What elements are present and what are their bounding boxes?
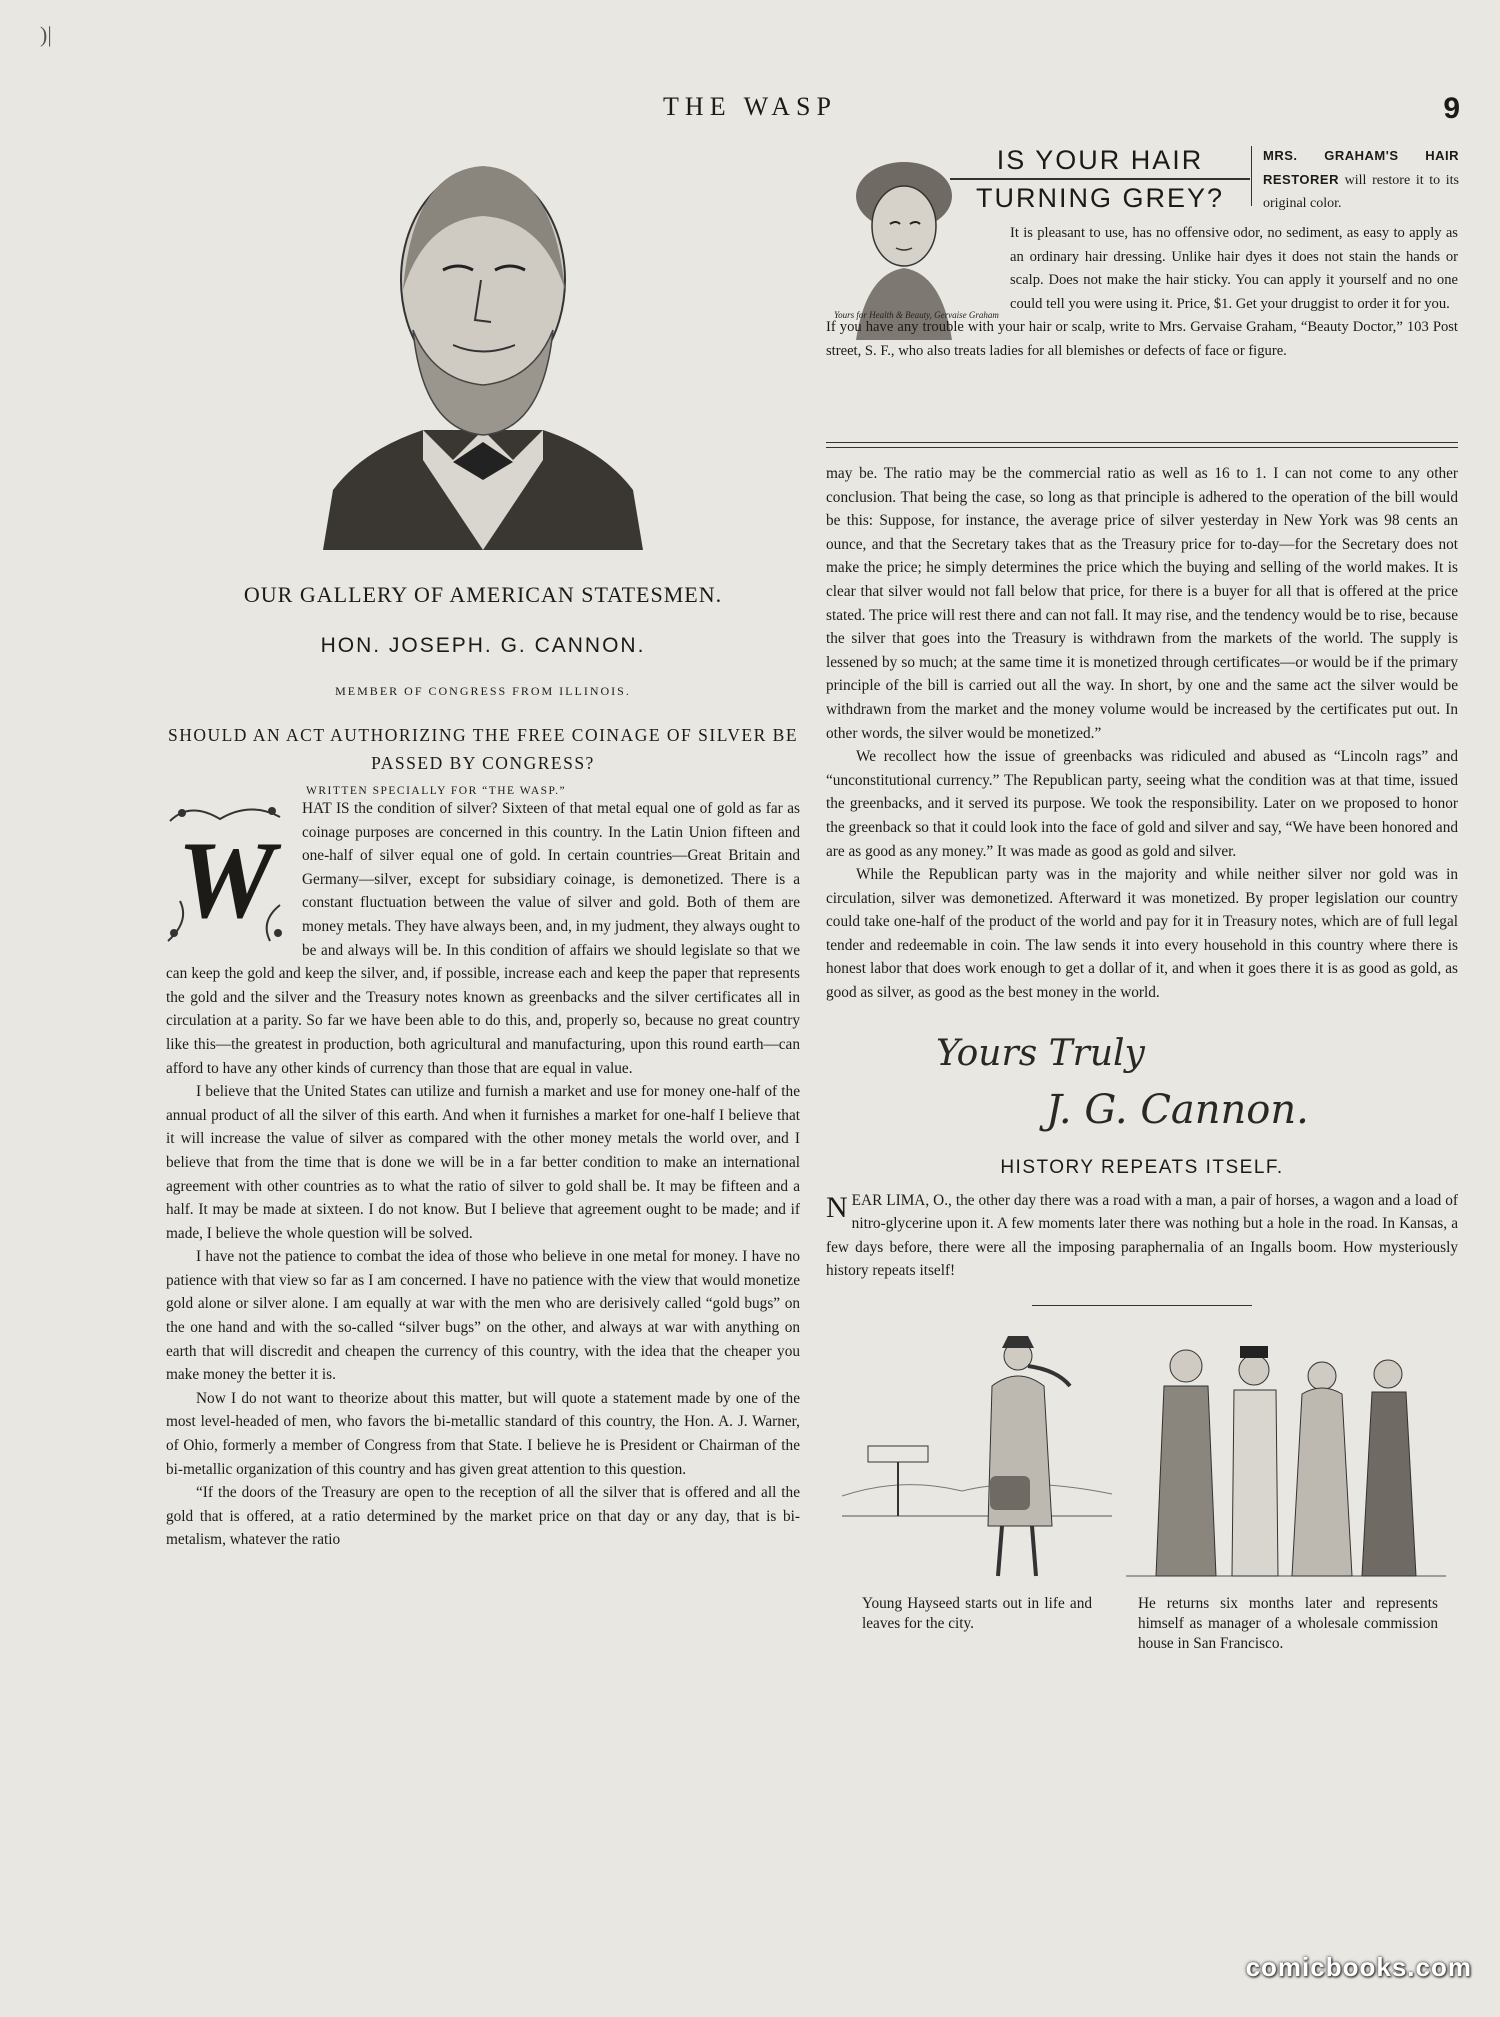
paragraph: HAT IS the condition of silver? Sixteen of that metal equal one of gold as far as coinage purposes are concerned in this country. In the Latin Union fifteen and one-half of silver equal one of gold. In certain countries—Great Britain and Germany—silver, except for subsidiary coinage, is demonetized. There is a constant fluctuation between the value of silver and gold. Both of them are money metals. They have always been, and, in my judment, they always ought to be and always will be. In this condition of affairs we should legislate so that we can keep the gold and keep the silver, and, if possible, increase each and keep the paper that represents the gold and the silver and the Treasury notes known as greenbacks and the silver certificates all in circulation at a parity. So far we have been able to do this, and, properly so, because no great country like this—the greatest in production, both agricultural and manufacturing, upon this round earth—can afford to have any other kinds of currency than those that are equal in value. bbox=[166, 800, 800, 1077]
corner-mark: )| bbox=[40, 22, 52, 47]
paragraph: We recollect how the issue of greenbacks was ridiculed and abused as “Lincoln rags” and “unconstitutional currency.” The Republican party, seeing what the condition was at that time, issued the greenbacks, and it served its purpose. We took the responsibility. Later on we proposed to honor the greenback so that it could look into the face of gold and silver and say, “We have been honored and are as good as any money.” It was made as good as gold and silver. bbox=[826, 748, 1458, 860]
ad-body bbox=[826, 222, 1458, 364]
right-column bbox=[826, 138, 1458, 1696]
watermark: comicbooks.com bbox=[1245, 1952, 1472, 1982]
gallery-title: OUR GALLERY OF AMERICAN STATESMEN. bbox=[243, 582, 723, 607]
cartoon-caption-2: He returns six months later and represents himself as manager of a wholesale commission house in San Francisco. bbox=[1138, 1595, 1438, 1653]
ad-headline bbox=[950, 142, 1250, 216]
statesman-name: HON. JOSEPH. G. CANNON. bbox=[320, 634, 646, 657]
history-copy: EAR LIMA, O., the other day there was a road with a man, a pair of horses, a wagon and a load of nitro-glycerine upon it. A few moments later there was nothing but a hole in the road. In Kansas, a few days before, there were all the imposing paraphernalia of an Ingalls boom. How mysteriously history repeats itself! bbox=[826, 1191, 1458, 1280]
cartoon-panel-2 bbox=[1126, 1326, 1446, 1653]
cartoon-strip bbox=[826, 1326, 1458, 1696]
cartoon-hayseed-returns bbox=[1126, 1326, 1446, 1586]
ad-portrait-signature: Yours for Health & Beauty, Gervaise Graham bbox=[834, 310, 999, 320]
paragraph: “If the doors of the Treasury are open to the reception of all the silver that is offered and all the gold that is offered, at a ratio determined by the market price on that day or any day, that is bi-metalism, whatever the ratio bbox=[166, 1484, 800, 1549]
statesman-role: MEMBER OF CONGRESS FROM ILLINOIS. bbox=[335, 684, 631, 698]
paragraph: may be. The ratio may be the commercial ratio as well as 16 to 1. I can not come to any other conclusion. That being the case, so long as that principle is adhered to the operation of the bill would be this: Suppose, for instance, the average price of silver yesterday in New York was 98 cents an ounce, and that the Secretary takes that as the Treasury price for to-day—for the Secretary does not make the price; he simply determines the price which the buying and selling of the world makes. It is clear that silver would not fall below that price, for there is a buyer for all that is offered at the price stated. The price will rest there and can not fall. It may rise, and the tendency would be to rise, because the silver that goes into the Treasury is withdrawn from the markets of the world. The supply is lessened by so much; at the same time it is monetized through certificates—or would be if the primary principle of the bill is carried out all the way. In short, by one and the same act the silver would be withdrawn from the market and the money volume would be increased by the certificates put out. In other words, the silver would be monetized.” bbox=[826, 465, 1458, 742]
page-number: 9 bbox=[1443, 92, 1460, 125]
statesman-portrait bbox=[303, 130, 663, 550]
signature-line-1: Yours Truly bbox=[936, 1032, 1145, 1074]
history-initial: N bbox=[826, 1190, 848, 1224]
ad-brand: MRS. GRAHAM'S HAIR RESTORER bbox=[1263, 148, 1459, 187]
section-divider bbox=[826, 442, 1458, 448]
history-article bbox=[826, 1189, 1458, 1283]
ad-headline-line-1: IS YOUR HAIR bbox=[950, 142, 1250, 180]
cartoon-caption-1: Young Hayseed starts out in life and leaves for the city. bbox=[862, 1595, 1092, 1633]
article-question: SHOULD AN ACT AUTHORIZING THE FREE COINAGE OF SILVER BE PASSED BY CONGRESS? bbox=[167, 725, 799, 773]
cannon-signature bbox=[926, 1019, 1386, 1139]
paragraph: I believe that the United States can utilize and furnish a market and use for money one-half of the annual product of all the silver of this earth. And when it furnishes a market for one-half I believe that it will increase the value of silver as compared with the other money metals the world over, and I believe that from the time that is done we will be in a far better condition to make an international agreement with other countries as to what the ratio of silver to gold shall be. It may be fifteen and a half. It may be made at sixteen. I do not know. But I believe that agreement ought to be made; and if made, I believe the whole question will be solved. bbox=[166, 1083, 800, 1242]
hair-restorer-ad bbox=[826, 138, 1458, 436]
dropcap-letter: W bbox=[177, 819, 275, 941]
ad-side-text bbox=[1263, 144, 1459, 215]
byline: WRITTEN SPECIALLY FOR “THE WASP.” bbox=[306, 785, 567, 797]
ad-headline-line-2: TURNING GREY? bbox=[975, 183, 1225, 213]
ad-divider bbox=[1251, 146, 1252, 206]
history-title: HISTORY REPEATS ITSELF. bbox=[1000, 1156, 1284, 1178]
history-divider bbox=[1032, 1305, 1252, 1306]
ad-body-copy: If you have any trouble with your hair or scalp, write to Mrs. Gervaise Graham, “Beauty Doctor,” 103 Post street, S. F., who also treats ladies for all blemishes or defects of face or figure. bbox=[826, 319, 1458, 359]
ad-side-copy: will restore it to its original color. bbox=[1263, 173, 1460, 211]
left-column bbox=[166, 130, 800, 1552]
running-title: THE WASP bbox=[663, 92, 837, 121]
article-body-right bbox=[826, 462, 1458, 1005]
ornamental-dropcap bbox=[160, 801, 292, 949]
paragraph: While the Republican party was in the majority and while neither silver nor gold was in circulation, silver was demonetized. Afterward it was monetized. By proper legislation our country could take one-half of the product of the world and pay for it in Treasury notes, which are of full legal tender and redeemable in coin. The law sends it into every household in this country where there is honest labor that does work enough to get a dollar of it, and when it goes there it is as good as gold, as good as silver, as good as the best money in the world. bbox=[826, 866, 1458, 1002]
ad-indented-copy: It is pleasant to use, has no offensive odor, no sediment, as easy to apply as an ordinary hair dressing. Unlike hair dyes it does not stain the hands or scalp. Does not make the hair sticky. You can apply it yourself and no one could tell you were using it. Price, $1. Get your druggist to order it for you. bbox=[1010, 225, 1458, 312]
cartoon-hayseed-leaving bbox=[842, 1326, 1112, 1586]
paragraph: Now I do not want to theorize about this matter, but will quote a statement made by one of the most level-headed of men, who favors the bi-metallic standard of this country, the Hon. A. J. Warner, of Ohio, formerly a member of Congress from that State. I believe he is President or Chairman of the bi-metallic organization of this country and has given great attention to this question. bbox=[166, 1389, 800, 1478]
article-body-left bbox=[166, 797, 800, 1552]
paragraph: I have not the patience to combat the idea of those who believe in one metal for money. I have no patience with that view so far as I am concerned. I have no patience with the view that would monetize gold alone or silver alone. I am equally at war with the men who are derisively called “gold bugs” on the one hand and with the so-called “silver bugs” on the other, and always at war with anything on earth that will discredit and cheapen the currency of this country, with the idea that the cheaper you make money the better it is. bbox=[166, 1248, 800, 1384]
signature-line-2: J. G. Cannon. bbox=[1046, 1086, 1309, 1133]
cartoon-panel-1 bbox=[842, 1326, 1112, 1633]
